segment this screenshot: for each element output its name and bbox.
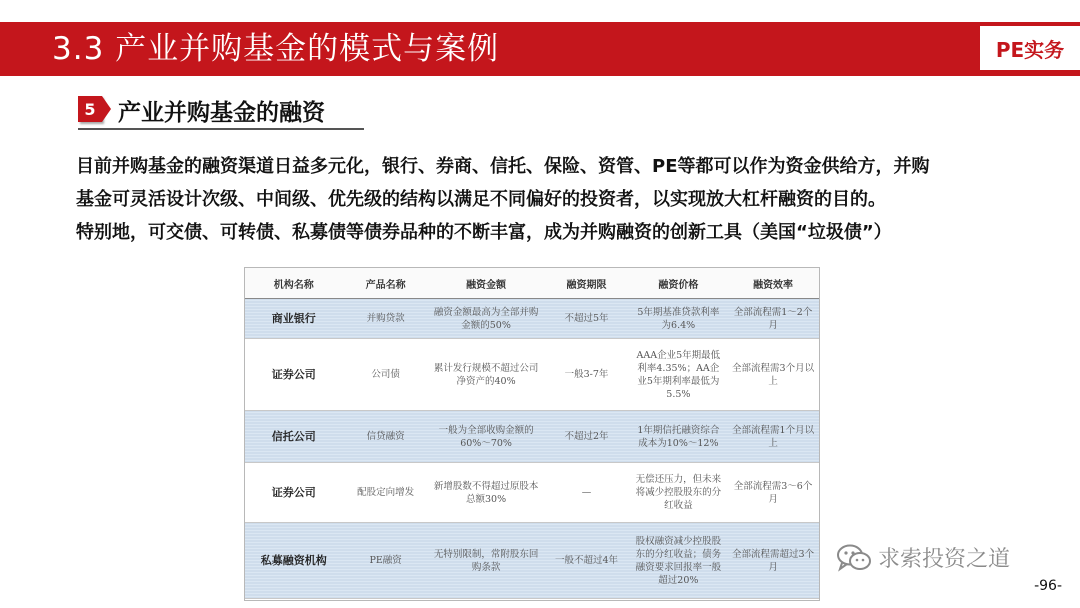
table-cell: 全部流程需3个月以上 [727,339,819,411]
table-row [245,523,819,599]
column-header: 产品名称 [343,268,429,299]
section-title: 产业并购基金的融资 [118,100,325,126]
column-header: 融资期限 [543,268,629,299]
wechat-icon [836,543,872,573]
paragraph-line: 特别地，可交债、可转债、私募债等债券品种的不断丰富，成为并购融资的创新工具（美国“垃圾债”） [76,222,892,243]
table-cell: 5年期基准贷款利率为6.4% [630,299,728,339]
section-number-badge: 5 [78,96,102,122]
table-row [245,339,819,411]
table-cell: 配股定向增发 [343,463,429,523]
table-cell: 无偿还压力，但未来将减少控股股东的分红收益 [630,463,728,523]
table-cell: 全部流程需3～6个月 [727,463,819,523]
table-cell: 全部流程需1～2个月 [727,299,819,339]
table-cell: 累计发行规模不超过公司净资产的40% [429,339,544,411]
table-cell: — [543,463,629,523]
table-row [245,463,819,523]
column-header: 融资效率 [727,268,819,299]
column-header: 融资金额 [429,268,544,299]
wechat-watermark [836,542,1010,573]
table-cell: 并购贷款 [343,299,429,339]
page-title: 3.3 产业并购基金的模式与案例 [52,31,500,67]
table-cell: 公司债 [343,339,429,411]
table-cell: 融资金额最高为全部并购金额的50% [429,299,544,339]
table-row [245,411,819,463]
table-cell: 全部流程需超过3个月 [727,523,819,599]
table-cell: 商业银行 [245,299,343,339]
table-cell: 不超过5年 [543,299,629,339]
table-cell: 一般为全部收购金额的60%～70% [429,411,544,463]
table-row [245,299,819,339]
table-cell: 信贷融资 [343,411,429,463]
column-header: 融资价格 [630,268,728,299]
column-header: 机构名称 [245,268,343,299]
table-cell: 私募融资机构 [245,523,343,599]
watermark-text: 求索投资之道 [878,547,1011,572]
table-cell: 无特别限制，常附股东回购条款 [429,523,544,599]
table-cell: 一般3-7年 [543,339,629,411]
table-cell: 证券公司 [245,463,343,523]
section-underline [78,128,364,130]
header-bar [0,22,1080,76]
table-cell: PE融资 [343,523,429,599]
table-cell: 全部流程需1个月以上 [727,411,819,463]
table-cell: 股权融资减少控股股东的分红收益；债务融资要求回报率一般超过20% [630,523,728,599]
body-paragraph [76,150,1066,249]
paragraph-line: 目前并购基金的融资渠道日益多元化，银行、券商、信托、保险、资管、PE等都可以作为资金供给方，并购 [76,156,930,177]
page-number: -96- [1034,578,1062,594]
financing-table [244,267,820,601]
table-cell: 新增股数不得超过原股本总额30% [429,463,544,523]
table-cell: 一般不超过4年 [543,523,629,599]
paragraph-line: 基金可灵活设计次级、中间级、优先级的结构以满足不同偏好的投资者，以实现放大杠杆融资的目的。 [76,189,886,210]
pe-logo: PE实务 [978,24,1080,72]
table-cell: 不超过2年 [543,411,629,463]
table-cell: AAA企业5年期最低利率4.35%；AA企业5年期利率最低为5.5% [630,339,728,411]
table-cell: 1年期信托融资综合成本为10%～12% [630,411,728,463]
table-cell: 证券公司 [245,339,343,411]
table-header-row [245,268,819,299]
table-cell: 信托公司 [245,411,343,463]
